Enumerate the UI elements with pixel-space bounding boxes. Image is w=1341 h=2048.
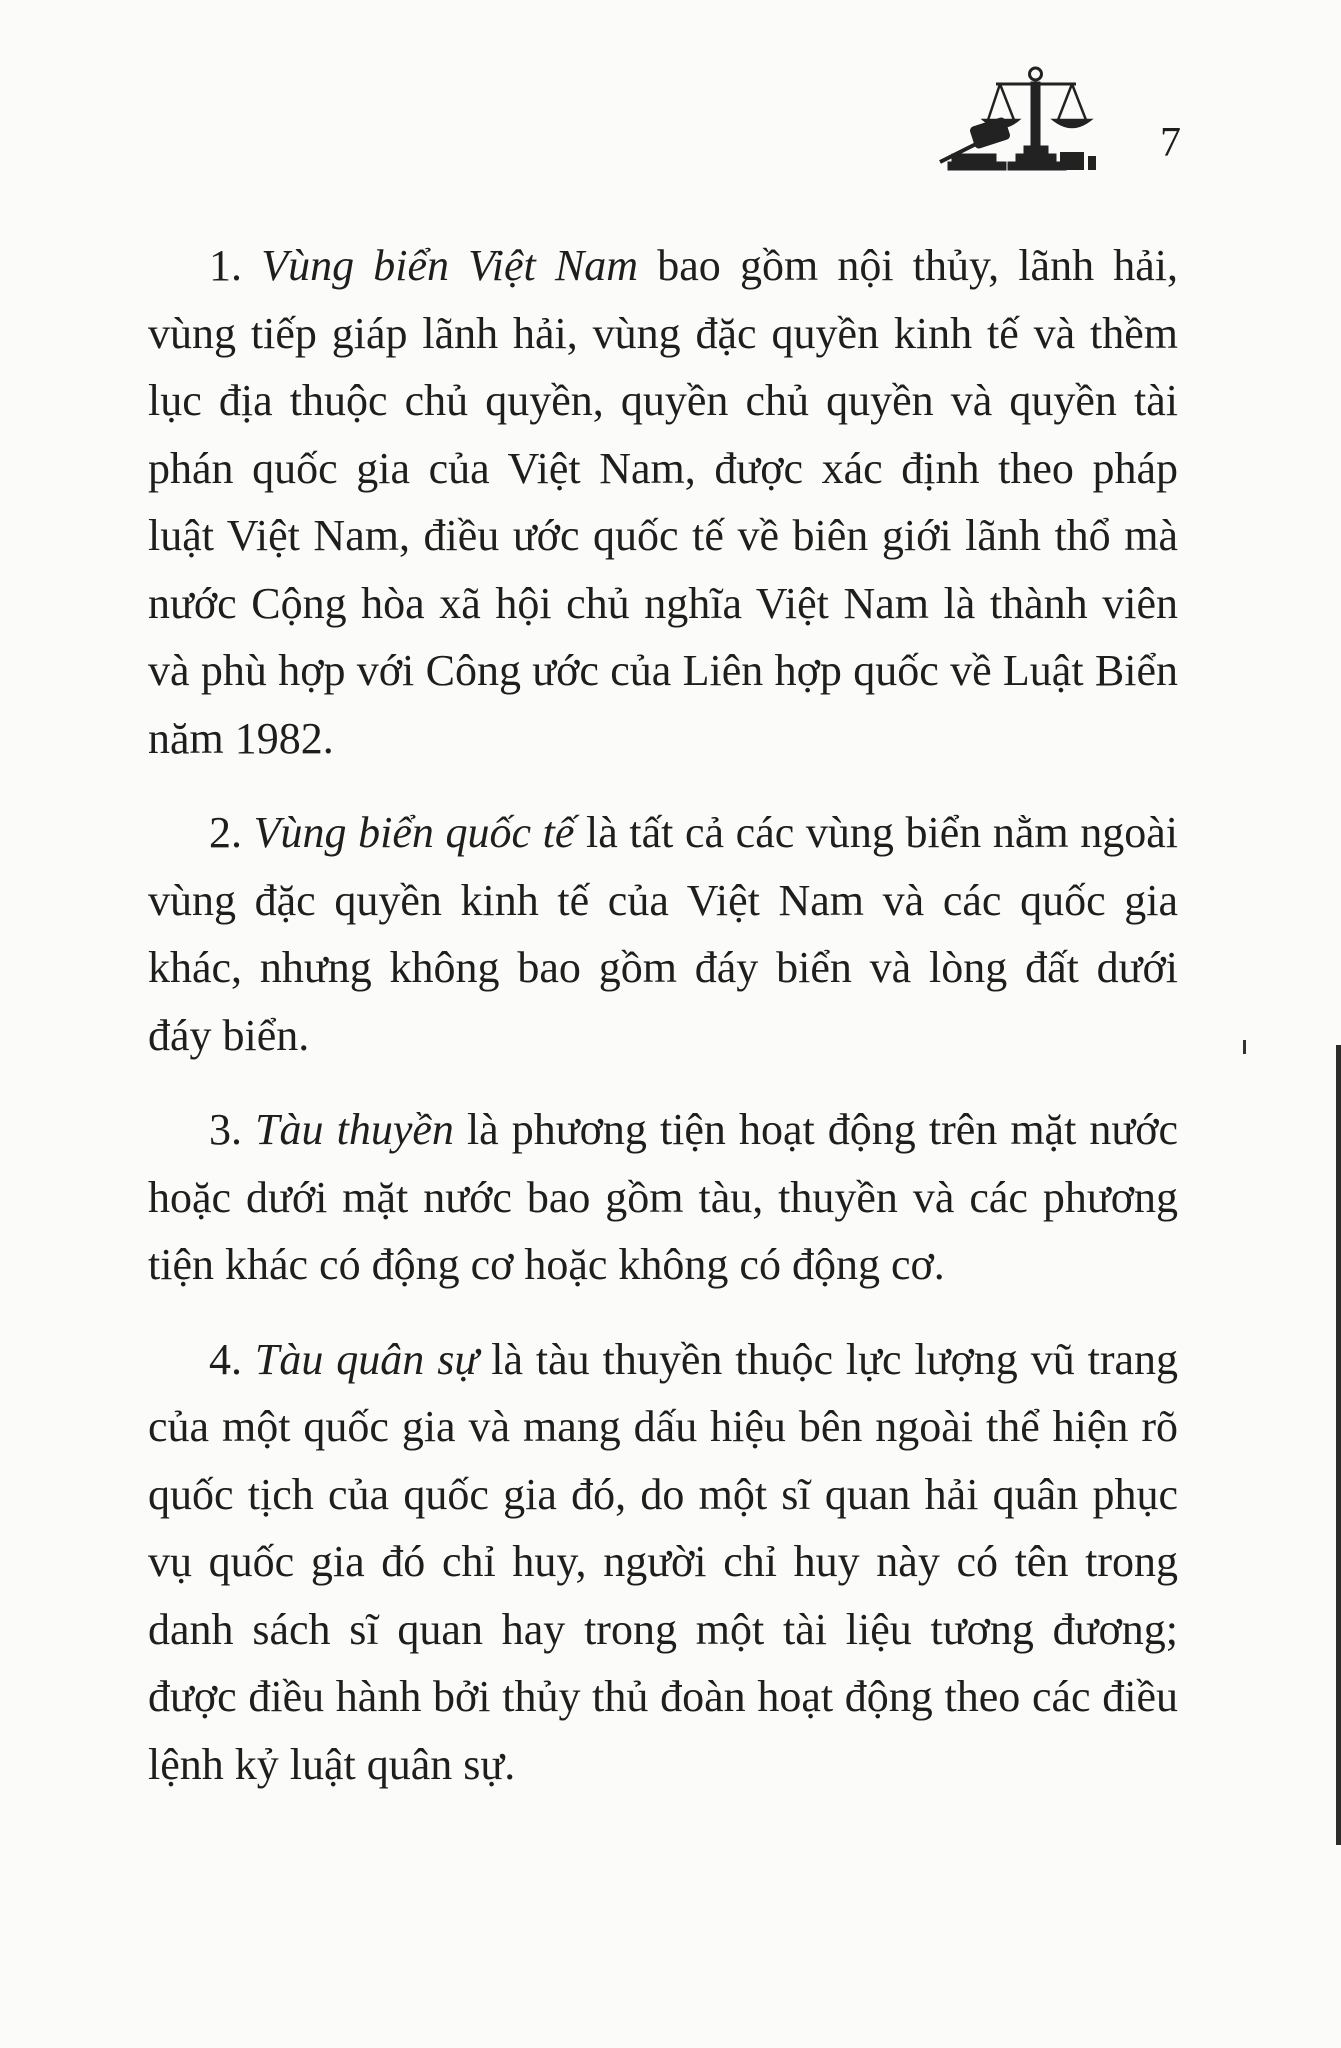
page-edge-shadow bbox=[1336, 1045, 1341, 1845]
item-number: 2. bbox=[209, 808, 242, 857]
definition-paragraph bbox=[148, 1096, 1178, 1299]
item-number: 1. bbox=[209, 241, 242, 290]
page-number: 7 bbox=[1160, 120, 1181, 166]
page-header bbox=[938, 60, 1181, 172]
definition-paragraph bbox=[148, 1326, 1178, 1799]
item-number: 4. bbox=[209, 1334, 242, 1384]
defined-term: Tàu quân sự bbox=[254, 1334, 479, 1384]
definition-paragraph bbox=[148, 232, 1178, 772]
definition-text: là tàu thuyền thuộc lực lượng vũ trang của một quốc gia và mang dấu hiệu bên ngoài thể hiện rõ quốc tịch của quốc gia đó, do một sĩ quan hải quân phục vụ quốc gia đó chỉ huy, người chỉ huy này có tên trong danh sách sĩ quan hay trong một tài liệu tương đương; được điều hành bởi thủy thủ đoàn hoạt động theo các điều lệnh kỷ luật quân sự. bbox=[148, 1334, 1179, 1789]
definition-text: là tất cả các vùng biển nằm ngoài vùng đặc quyền kinh tế của Việt Nam và các quốc gia khác, nhưng không bao gồm đáy biển và lòng đất dưới đáy biển. bbox=[148, 808, 1179, 1060]
definition-text: là phương tiện hoạt động trên mặt nước hoặc dưới mặt nước bao gồm tàu, thuyền và các phương tiện khác có động cơ hoặc không có động cơ. bbox=[148, 1105, 1178, 1289]
definition-text: bao gồm nội thủy, lãnh hải, vùng tiếp giáp lãnh hải, vùng đặc quyền kinh tế và thềm lục địa thuộc chủ quyền, quyền chủ quyền và quyền tài phán quốc gia của Việt Nam, được xác định theo pháp luật Việt Nam, điều ước quốc tế về biên giới lãnh thổ mà nước Cộng hòa xã hội chủ nghĩa Việt Nam là thành viên và phù hợp với Công ước của Liên hợp quốc về Luật Biển năm 1982. bbox=[148, 241, 1179, 763]
defined-term: Vùng biển Việt Nam bbox=[261, 241, 639, 290]
definitions-text bbox=[148, 232, 1178, 1825]
item-number: 3. bbox=[209, 1105, 242, 1154]
scan-mark bbox=[1243, 1040, 1246, 1054]
definition-paragraph bbox=[148, 799, 1178, 1069]
defined-term: Tàu thuyền bbox=[255, 1105, 454, 1154]
defined-term: Vùng biển quốc tế bbox=[253, 808, 575, 857]
scales-of-justice-icon bbox=[938, 60, 1108, 172]
